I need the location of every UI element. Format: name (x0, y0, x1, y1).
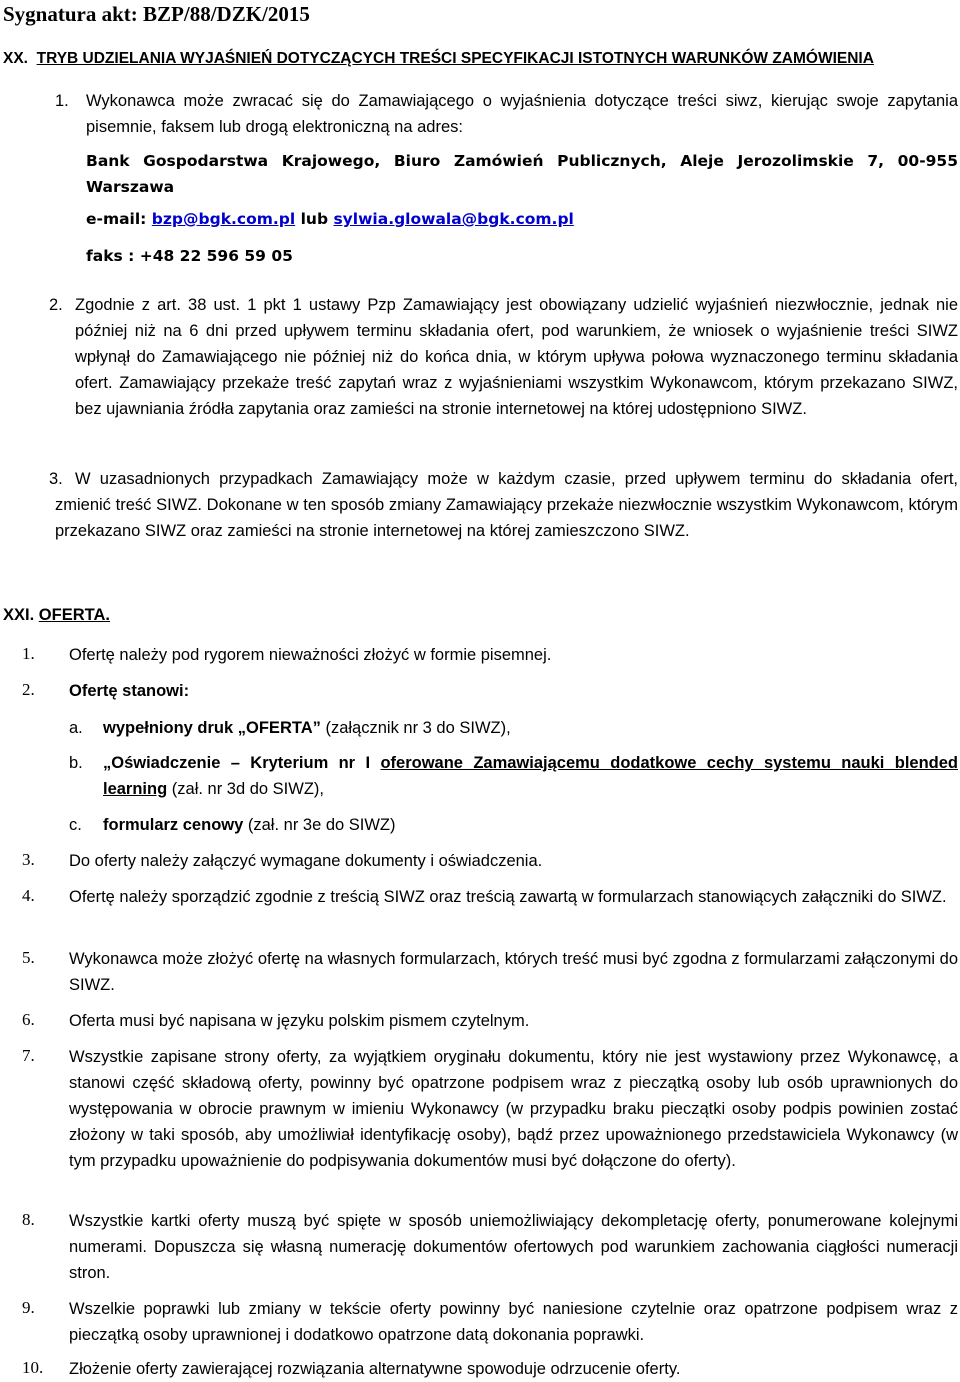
sublist-letter: a. (69, 719, 83, 737)
paragraph-text: Wykonawca może zwracać się do Zamawiającego o wyjaśnienia dotyczące treści siwz, kierując swoje zapytania pisemnie, faksem lub drogą elektroniczną na adres: (86, 92, 958, 136)
list-number: 1. (22, 644, 35, 663)
list-item-text: W uzasadnionych przypadkach Zamawiający może w każdym czasie, przed upływem terminu do składania ofert, zmienić treść SIWZ. Dokonane w ten sposób zmiany Zamawiający przekaże niezwłocznie wszystkim Wykonawcom, którym przekazano SIWZ oraz zamieści na stronie internetowej na której zamieszczono SIWZ. (55, 470, 958, 540)
list-item-text: Oferta musi być napisana w języku polskim pismem czytelnym. (69, 1012, 530, 1030)
list-number: 2. (22, 680, 35, 699)
list-item-text: Zgodnie z art. 38 ust. 1 pkt 1 ustawy Pzp Zamawiający jest obowiązany udzielić wyjaśnień niezwłocznie, jednak nie później niż na 6 dni przed upływem terminu składania ofert, pod warunkiem, że wniosek o wyjaśnienie treści SIWZ wpłynął do Zamawiającego nie później niż do końca dnia, w którym upływa połowa wyznaczonego terminu składania ofert. Zamawiający przekaże treść zapytań wraz z wyjaśnieniami wszystkim Wykonawcom, którym przekazano SIWZ, bez ujawniania źródła zapytania oraz zamieści na stronie internetowej na której udostępniono SIWZ. (75, 296, 958, 418)
list-item-text: Złożenie oferty zawierającej rozwiązania alternatywne spowoduje odrzucenie oferty. (69, 1360, 681, 1378)
sublist-bold: formularz cenowy (103, 816, 244, 834)
section-number: XXI. (3, 606, 35, 624)
sublist-bold: wypełniony druk „OFERTA” (103, 719, 321, 737)
sublist-bold: „Oświadczenie – Kryterium nr I (103, 754, 381, 772)
list-number: 4. (22, 886, 35, 905)
fax-line: faks : +48 22 596 59 05 (86, 247, 293, 265)
sublist-normal: (załącznik nr 3 do SIWZ), (320, 719, 511, 737)
list-number: 3. (49, 470, 63, 488)
list-item-text: Do oferty należy załączyć wymagane dokumenty i oświadczenia. (69, 852, 543, 870)
list-number: 7. (22, 1046, 35, 1065)
address-block: Bank Gospodarstwa Krajowego, Biuro Zamówień Publicznych, Aleje Jerozolimskie 7, 00-955 Warszawa (86, 152, 958, 196)
list-number: 9. (22, 1298, 35, 1317)
section-20-heading (3, 50, 958, 68)
list-number: 8. (22, 1210, 35, 1229)
sublist-item (103, 812, 396, 838)
list-number: 2. (49, 296, 63, 314)
sublist-underlined: oferowane Zamawiającemu dodatkowe cechy systemu nauki blended learning (103, 754, 958, 798)
list-item-text (86, 88, 958, 140)
email-link[interactable]: bzp@bgk.com.pl (151, 210, 296, 228)
list-number: 3. (22, 850, 35, 869)
list-number: 1. (55, 92, 69, 110)
sublist-letter: c. (69, 816, 82, 834)
list-number: 10. (22, 1358, 44, 1377)
email-join: lub (300, 210, 329, 228)
list-item-text: Ofertę należy pod rygorem nieważności złożyć w formie pisemnej. (69, 646, 552, 664)
list-number: 5. (22, 948, 35, 967)
email-label: e-mail: (86, 210, 147, 228)
sublist-item (103, 715, 958, 741)
list-item-text: Wszystkie kartki oferty muszą być spięte w sposób uniemożliwiający dekompletację oferty, ponumerowane kolejnymi numerami. Dopuszcza się własną numerację dokumentów ofertowych pod warunkiem zachowania ciągłości numeracji stron. (69, 1212, 958, 1282)
sublist-item (103, 750, 958, 802)
list-item-text: Wszystkie zapisane strony oferty, za wyjątkiem oryginału dokumentu, który nie jest wystawiony przez Wykonawcę, a stanowi część składową oferty, powinny być opatrzone podpisem wraz z pieczątką osoby lub osób uprawnionych do występowania w obrocie prawnym w imieniu Wykonawcy (w przypadku braku pieczątki osoby podpis powinien zostać złożony w taki sposób, aby umożliwiał identyfikację osoby), bądź przez upoważnionego przedstawiciela Wykonawcy (w tym przypadku upoważnienie do podpisywania dokumentów musi być dołączone do oferty). (69, 1048, 958, 1170)
section-21-heading (3, 606, 110, 625)
sublist-letter: b. (69, 754, 83, 772)
list-number: 6. (22, 1010, 35, 1029)
sublist-normal: (zał. nr 3e do SIWZ) (243, 816, 396, 834)
list-item-text: Wszelkie poprawki lub zmiany w tekście oferty powinny być naniesione czytelnie oraz opatrzone podpisem wraz z pieczątką osoby uprawnionej i dodatkowo opatrzone datą dokonania poprawki. (69, 1300, 958, 1344)
email-line (86, 210, 958, 228)
section-number: XX. (3, 50, 28, 67)
case-signature: Sygnatura akt: BZP/88/DZK/2015 (3, 2, 310, 26)
list-item-text: Wykonawca może złożyć ofertę na własnych formularzach, których treść musi być zgodna z formularzami załączonymi do SIWZ. (69, 950, 958, 994)
email-link[interactable]: sylwia.glowala@bgk.com.pl (333, 210, 574, 228)
section-title: OFERTA. (38, 606, 110, 624)
list-item-text: Ofertę należy sporządzić zgodnie z treścią SIWZ oraz treścią zawartą w formularzach stanowiących załączniki do SIWZ. (69, 888, 947, 906)
sublist-normal: (zał. nr 3d do SIWZ), (167, 780, 324, 798)
list-item-text: Ofertę stanowi: (69, 682, 190, 700)
section-title: TRYB UDZIELANIA WYJAŚNIEŃ DOTYCZĄCYCH TREŚCI SPECYFIKACJI ISTOTNYCH WARUNKÓW ZAMÓWIENIA (36, 50, 874, 67)
